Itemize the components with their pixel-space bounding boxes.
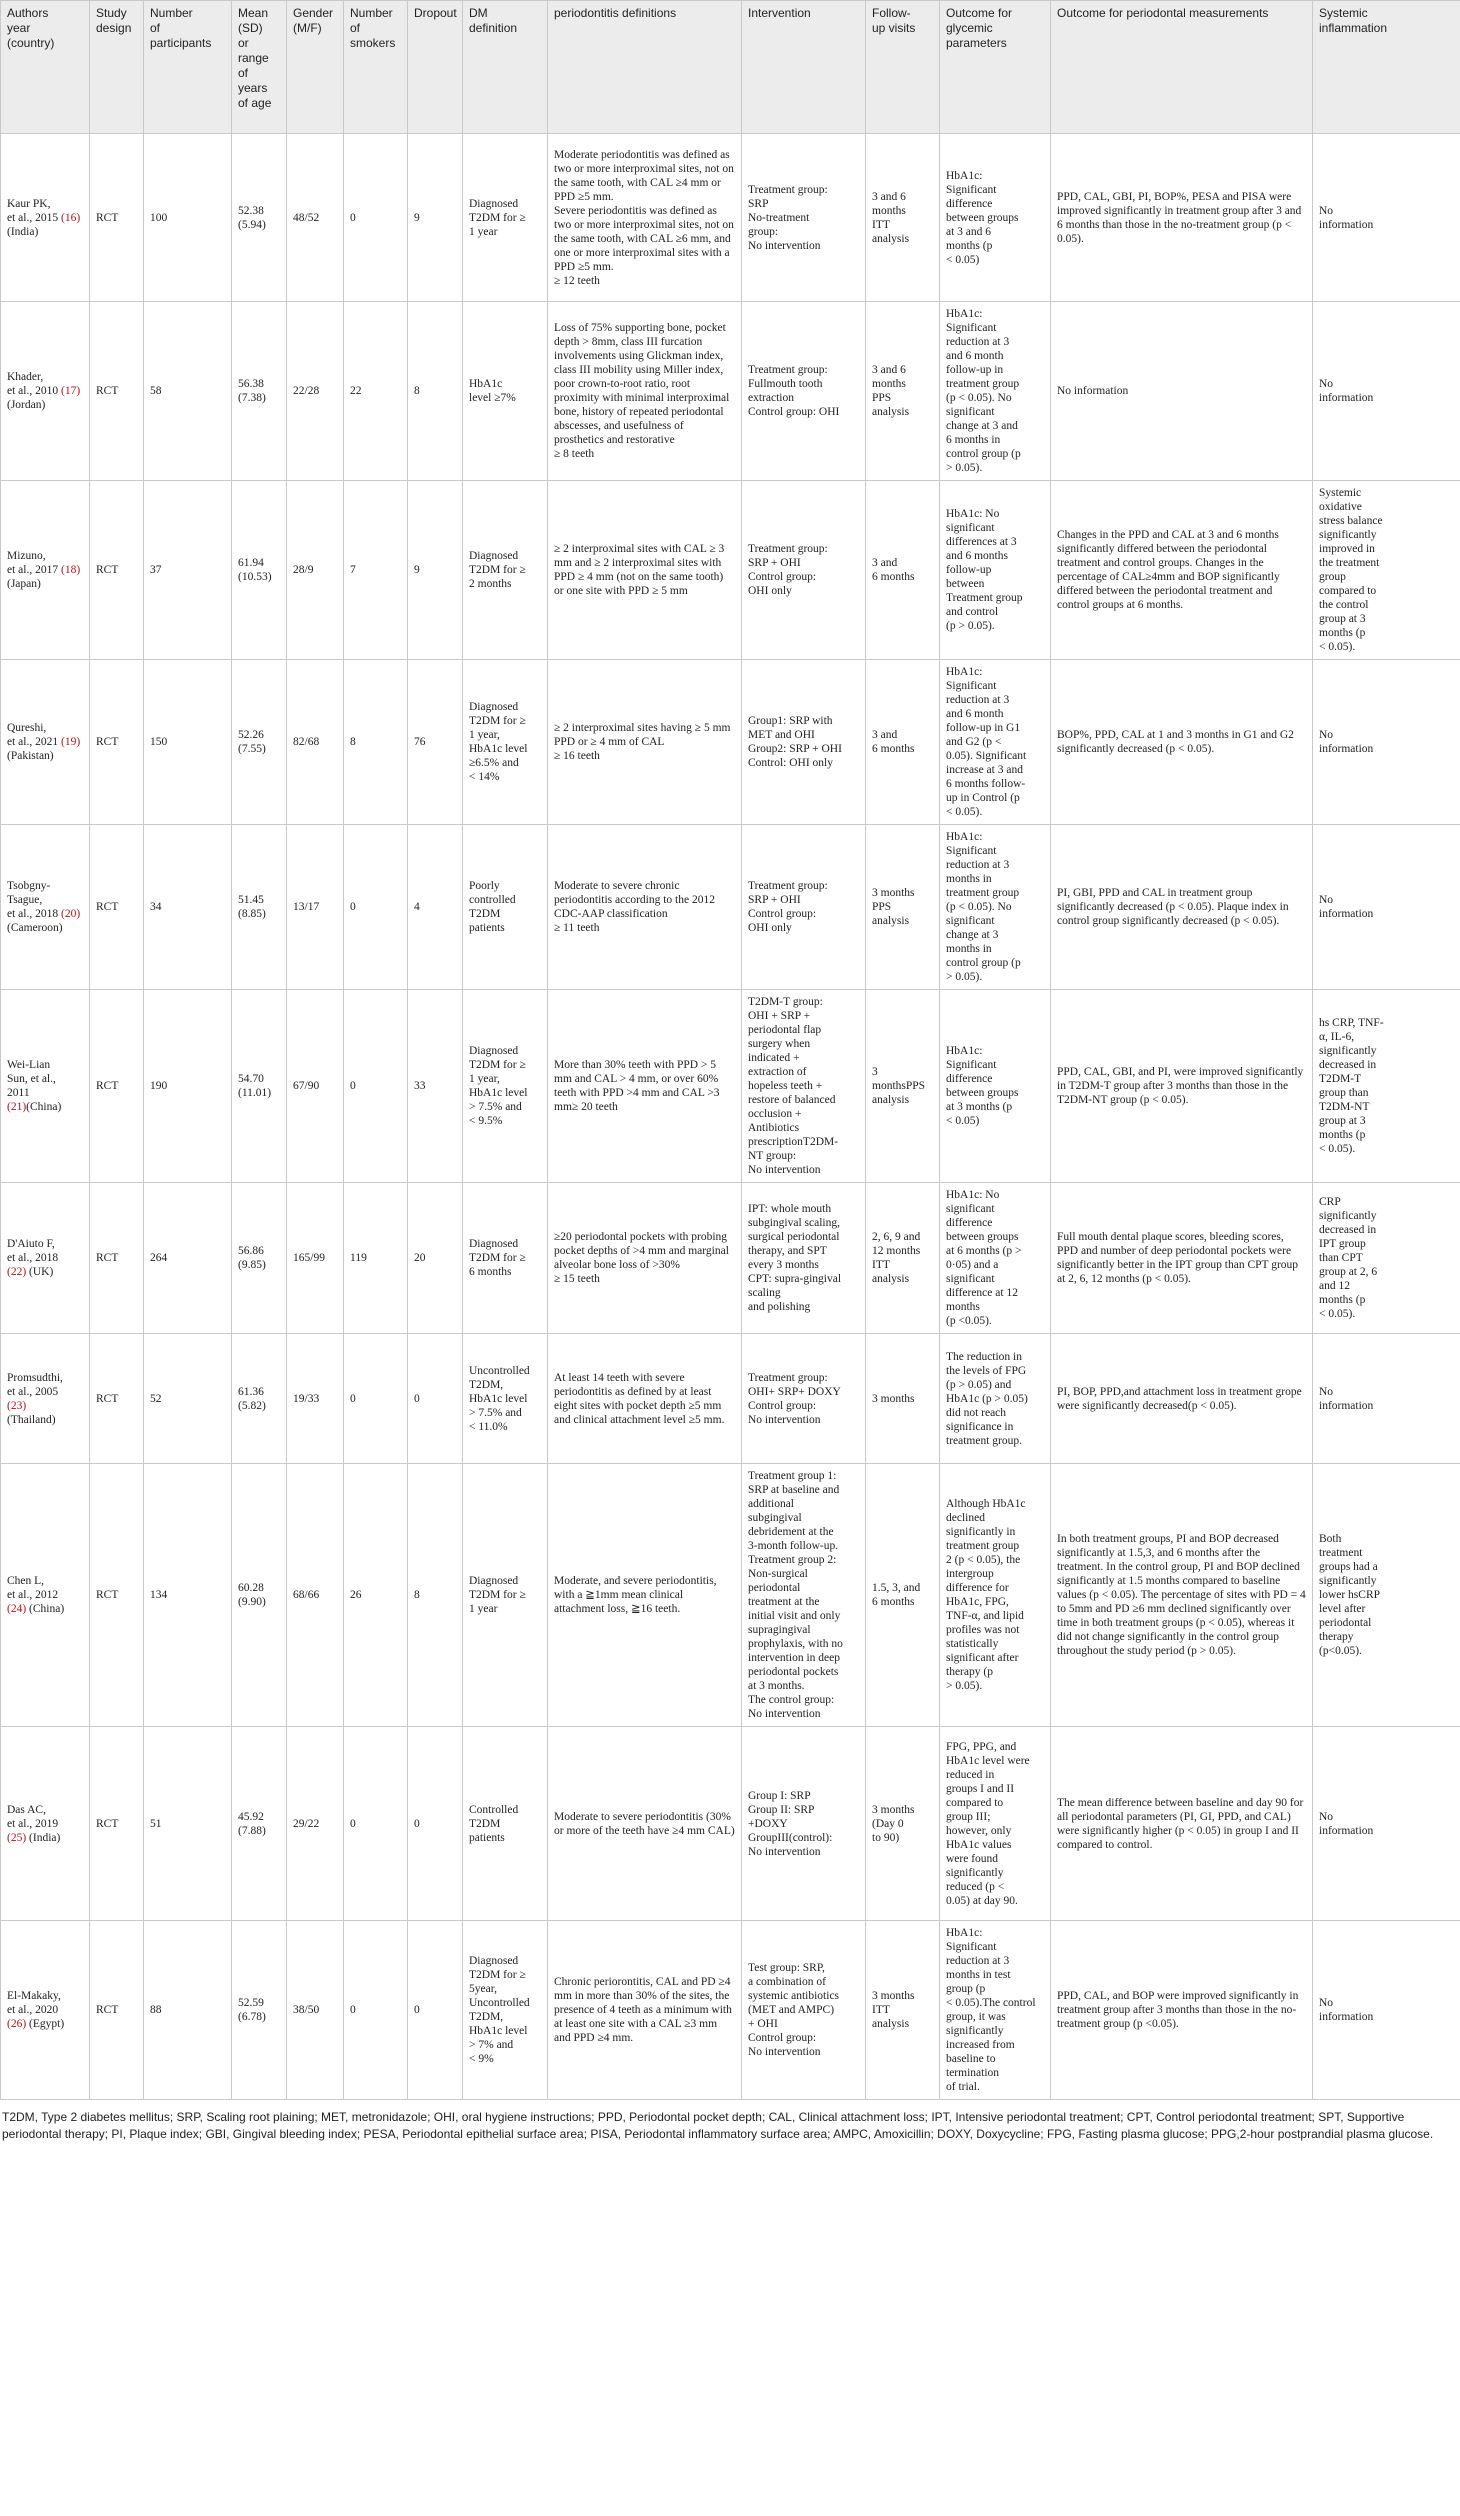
cell-study-design: RCT bbox=[90, 1921, 144, 2100]
cell-periodontal-outcome: PI, BOP, PPD,and attachment loss in treatment grope were significantly decreased(p < 0.05). bbox=[1051, 1334, 1313, 1464]
cell-dropout: 9 bbox=[408, 134, 463, 302]
cell-smokers: 0 bbox=[344, 1921, 408, 2100]
cell-dropout: 9 bbox=[408, 481, 463, 660]
cell-glycemic-outcome: HbA1c: Significant difference between groups at 3 months (p < 0.05) bbox=[940, 990, 1051, 1183]
table-row bbox=[1, 825, 1460, 990]
cell-age: 60.28 (9.90) bbox=[232, 1464, 287, 1727]
cell-dropout: 33 bbox=[408, 990, 463, 1183]
cell-dropout: 0 bbox=[408, 1921, 463, 2100]
cell-smokers: 0 bbox=[344, 134, 408, 302]
header-dropout: Dropout bbox=[408, 1, 463, 134]
cell-intervention: Treatment group: SRP + OHI Control group: OHI only bbox=[742, 825, 866, 990]
author-name: Qureshi, et al., 2021 bbox=[7, 722, 59, 748]
cell-systemic-inflammation: Systemic oxidative stress balance significantly improved in the treatment group compared to the control group at 3 months (p < 0.05). bbox=[1313, 481, 1460, 660]
cell-dm-definition: Diagnosed T2DM for ≥ 2 months bbox=[463, 481, 548, 660]
cell-smokers: 0 bbox=[344, 825, 408, 990]
cell-systemic-inflammation: No information bbox=[1313, 825, 1460, 990]
cell-follow-up: 3 and 6 months ITT analysis bbox=[866, 134, 940, 302]
cell-dm-definition: HbA1c level ≥7% bbox=[463, 302, 548, 481]
reference-link[interactable]: (22) bbox=[7, 1266, 27, 1278]
author-name: Chen L, et al., 2012 bbox=[7, 1575, 59, 1601]
cell-author bbox=[1, 302, 90, 481]
cell-follow-up: 3 months PPS analysis bbox=[866, 825, 940, 990]
header-systemic-inflammation: Systemic inflammation bbox=[1313, 1, 1460, 134]
cell-dm-definition: Diagnosed T2DM for ≥ 1 year bbox=[463, 1464, 548, 1727]
cell-age: 56.86 (9.85) bbox=[232, 1183, 287, 1334]
reference-link[interactable]: (21) bbox=[7, 1101, 27, 1113]
author-name: Mizuno, et al., 2017 bbox=[7, 550, 59, 576]
cell-systemic-inflammation: No information bbox=[1313, 660, 1460, 825]
header-intervention: Intervention bbox=[742, 1, 866, 134]
table-row bbox=[1, 1464, 1460, 1727]
cell-systemic-inflammation: Both treatment groups had a significantly lower hsCRP level after periodontal therapy (p<0.05). bbox=[1313, 1464, 1460, 1727]
cell-follow-up: 3 months (Day 0 to 90) bbox=[866, 1727, 940, 1921]
header-gender: Gender (M/F) bbox=[287, 1, 344, 134]
reference-link[interactable]: (20) bbox=[60, 908, 81, 920]
cell-age: 45.92 (7.88) bbox=[232, 1727, 287, 1921]
cell-follow-up: 3 and 6 months bbox=[866, 481, 940, 660]
header-authors: Authors year (country) bbox=[1, 1, 90, 134]
cell-periodontal-outcome: The mean difference between baseline and day 90 for all periodontal parameters (PI, GI, PPD, and CAL) were significantly higher (p < 0.05) in group I and II compared to control. bbox=[1051, 1727, 1313, 1921]
cell-participants: 88 bbox=[144, 1921, 232, 2100]
author-name: Tsobgny- Tsague, et al., 2018 bbox=[7, 880, 59, 920]
cell-smokers: 22 bbox=[344, 302, 408, 481]
cell-intervention: Treatment group: SRP No-treatment group: No intervention bbox=[742, 134, 866, 302]
header-periodontal-outcome: Outcome for periodontal measurements bbox=[1051, 1, 1313, 134]
country: (Japan) bbox=[7, 578, 41, 590]
author-name: Promsudthi, et al., 2005 bbox=[7, 1371, 63, 1398]
cell-periodontal-outcome: Changes in the PPD and CAL at 3 and 6 months significantly differed between the periodontal treatment and control groups. Changes in the percentage of CAL≥4mm and BOP significantly differed between the periodontal treatment and control groups at 6 months. bbox=[1051, 481, 1313, 660]
country: (India) bbox=[7, 225, 39, 238]
cell-systemic-inflammation: No information bbox=[1313, 1727, 1460, 1921]
cell-dm-definition: Poorly controlled T2DM patients bbox=[463, 825, 548, 990]
cell-gender: 165/99 bbox=[287, 1183, 344, 1334]
cell-glycemic-outcome: FPG, PPG, and HbA1c level were reduced in groups I and II compared to group III; however, only HbA1c values were found significantly reduced (p < 0.05) at day 90. bbox=[940, 1727, 1051, 1921]
table-row bbox=[1, 481, 1460, 660]
cell-age: 52.38 (5.94) bbox=[232, 134, 287, 302]
author-name: Das AC, et al., 2019 bbox=[7, 1803, 59, 1830]
cell-gender: 29/22 bbox=[287, 1727, 344, 1921]
header-periodontitis-definitions: periodontitis definitions bbox=[548, 1, 742, 134]
table-row bbox=[1, 302, 1460, 481]
cell-participants: 51 bbox=[144, 1727, 232, 1921]
cell-periodontitis-definition: Moderate periodontitis was defined as two or more interproximal sites, not on the same tooth, with CAL ≥4 mm or PPD ≥5 mm. Severe periodontitis was defined as two or more interproximal sites, not on the same tooth, with CAL ≥6 mm, and one or more interproximal sites with a PPD ≥5 mm. ≥ 12 teeth bbox=[548, 134, 742, 302]
table-row bbox=[1, 660, 1460, 825]
reference-link[interactable]: (17) bbox=[60, 385, 81, 397]
cell-periodontitis-definition: Chronic periorontitis, CAL and PD ≥4 mm in more than 30% of the sites, the presence of 4 teeth as a minimum with at least one site with a CAL ≥3 mm and PPD ≥4 mm. bbox=[548, 1921, 742, 2100]
cell-intervention: Group I: SRP Group II: SRP +DOXY GroupIII(control): No intervention bbox=[742, 1727, 866, 1921]
cell-study-design: RCT bbox=[90, 1334, 144, 1464]
cell-participants: 58 bbox=[144, 302, 232, 481]
table-row bbox=[1, 1183, 1460, 1334]
cell-periodontal-outcome: Full mouth dental plaque scores, bleeding scores, PPD and number of deep periodontal pockets were significantly better in the IPT group than CPT group at 2, 6, 12 months (p < 0.05). bbox=[1051, 1183, 1313, 1334]
cell-dm-definition: Diagnosed T2DM for ≥ 5year, Uncontrolled T2DM, HbA1c level > 7% and < 9% bbox=[463, 1921, 548, 2100]
cell-follow-up: 1.5, 3, and 6 months bbox=[866, 1464, 940, 1727]
cell-follow-up: 3 and 6 months PPS analysis bbox=[866, 302, 940, 481]
cell-intervention: Treatment group: OHI+ SRP+ DOXY Control group: No intervention bbox=[742, 1334, 866, 1464]
cell-dm-definition: Uncontrolled T2DM, HbA1c level > 7.5% and < 11.0% bbox=[463, 1334, 548, 1464]
cell-age: 56.38 (7.38) bbox=[232, 302, 287, 481]
cell-dropout: 0 bbox=[408, 1727, 463, 1921]
cell-periodontitis-definition: Loss of 75% supporting bone, pocket depth > 8mm, class III furcation involvements using Glickman index, class III mobility using Miller index, poor crown-to-root ratio, root proximity with minimal interproximal bone, history of repeated periodontal abscesses, and usefulness of prosthetics and restorative ≥ 8 teeth bbox=[548, 302, 742, 481]
cell-dm-definition: Diagnosed T2DM for ≥ 6 months bbox=[463, 1183, 548, 1334]
cell-author bbox=[1, 1183, 90, 1334]
table-row bbox=[1, 1921, 1460, 2100]
cell-periodontitis-definition: More than 30% teeth with PPD > 5 mm and CAL > 4 mm, or over 60% teeth with PPD >4 mm and CAL >3 mm≥ 20 teeth bbox=[548, 990, 742, 1183]
reference-link[interactable]: (19) bbox=[60, 736, 81, 748]
header-age: Mean (SD) or range of years of age bbox=[232, 1, 287, 134]
header-dm-definition: DM definition bbox=[463, 1, 548, 134]
table-row bbox=[1, 990, 1460, 1183]
cell-intervention: Treatment group: Fullmouth tooth extraction Control group: OHI bbox=[742, 302, 866, 481]
cell-dm-definition: Diagnosed T2DM for ≥ 1 year, HbA1c level ≥6.5% and < 14% bbox=[463, 660, 548, 825]
cell-study-design: RCT bbox=[90, 1727, 144, 1921]
country: (Pakistan) bbox=[7, 750, 54, 762]
cell-dropout: 8 bbox=[408, 302, 463, 481]
cell-dropout: 0 bbox=[408, 1334, 463, 1464]
cell-smokers: 0 bbox=[344, 1334, 408, 1464]
cell-dropout: 8 bbox=[408, 1464, 463, 1727]
cell-participants: 264 bbox=[144, 1183, 232, 1334]
cell-follow-up: 3 and 6 months bbox=[866, 660, 940, 825]
country: (Egypt) bbox=[26, 2018, 65, 2030]
table-row bbox=[1, 1727, 1460, 1921]
cell-participants: 190 bbox=[144, 990, 232, 1183]
cell-intervention: Group1: SRP with MET and OHI Group2: SRP + OHI Control: OHI only bbox=[742, 660, 866, 825]
cell-systemic-inflammation: CRP significantly decreased in IPT group than CPT group at 2, 6 and 12 months (p < 0.05). bbox=[1313, 1183, 1460, 1334]
cell-author bbox=[1, 1464, 90, 1727]
cell-dm-definition: Diagnosed T2DM for ≥ 1 year bbox=[463, 134, 548, 302]
author-name: Khader, et al., 2010 bbox=[7, 371, 59, 397]
cell-glycemic-outcome: The reduction in the levels of FPG (p > 0.05) and HbA1c (p > 0.05) did not reach significance in treatment group. bbox=[940, 1334, 1051, 1464]
cell-intervention: IPT: whole mouth subgingival scaling, surgical periodontal therapy, and SPT every 3 months CPT: supra-gingival scaling and polishing bbox=[742, 1183, 866, 1334]
cell-periodontal-outcome: BOP%, PPD, CAL at 1 and 3 months in G1 and G2 significantly decreased (p < 0.05). bbox=[1051, 660, 1313, 825]
cell-study-design: RCT bbox=[90, 990, 144, 1183]
cell-systemic-inflammation: No information bbox=[1313, 134, 1460, 302]
header-smokers: Number of smokers bbox=[344, 1, 408, 134]
cell-dropout: 4 bbox=[408, 825, 463, 990]
country: (Jordan) bbox=[7, 399, 46, 411]
cell-gender: 13/17 bbox=[287, 825, 344, 990]
table-row bbox=[1, 134, 1460, 302]
cell-periodontitis-definition: Moderate, and severe periodontitis, with a ≧1mm mean clinical attachment loss, ≧16 teeth. bbox=[548, 1464, 742, 1727]
cell-participants: 150 bbox=[144, 660, 232, 825]
cell-systemic-inflammation: hs CRP, TNF- α, IL-6, significantly decreased in T2DM-T group than T2DM-NT group at 3 months (p < 0.05). bbox=[1313, 990, 1460, 1183]
reference-link[interactable]: (24) bbox=[7, 1603, 27, 1615]
cell-dropout: 76 bbox=[408, 660, 463, 825]
author-name: D'Aiuto F, et al., 2018 bbox=[7, 1238, 59, 1264]
cell-author bbox=[1, 660, 90, 825]
country: (Cameroon) bbox=[7, 922, 63, 934]
author-name: Kaur PK, et al., 2015 bbox=[7, 197, 59, 224]
cell-author bbox=[1, 134, 90, 302]
cell-author bbox=[1, 1921, 90, 2100]
cell-periodontal-outcome: PPD, CAL, GBI, PI, BOP%, PESA and PISA were improved significantly in treatment group after 3 and 6 months than those in the no-treatment group (p < 0.05). bbox=[1051, 134, 1313, 302]
cell-systemic-inflammation: No information bbox=[1313, 1334, 1460, 1464]
header-study-design: Study design bbox=[90, 1, 144, 134]
cell-study-design: RCT bbox=[90, 302, 144, 481]
cell-study-design: RCT bbox=[90, 1183, 144, 1334]
cell-participants: 52 bbox=[144, 1334, 232, 1464]
country: (China) bbox=[26, 1603, 65, 1615]
cell-systemic-inflammation: No information bbox=[1313, 302, 1460, 481]
cell-dm-definition: Diagnosed T2DM for ≥ 1 year, HbA1c level > 7.5% and < 9.5% bbox=[463, 990, 548, 1183]
cell-glycemic-outcome: Although HbA1c declined significantly in treatment group 2 (p < 0.05), the intergroup difference for HbA1c, FPG, TNF-α, and lipid profiles was not statistically significant after therapy (p > 0.05). bbox=[940, 1464, 1051, 1727]
cell-intervention: Test group: SRP, a combination of systemic antibiotics (MET and AMPC) + OHI Control group: No intervention bbox=[742, 1921, 866, 2100]
cell-smokers: 26 bbox=[344, 1464, 408, 1727]
reference-link[interactable]: (25) bbox=[7, 1831, 27, 1844]
cell-smokers: 0 bbox=[344, 1727, 408, 1921]
header-follow-up: Follow- up visits bbox=[866, 1, 940, 134]
cell-age: 61.36 (5.82) bbox=[232, 1334, 287, 1464]
country: (Thailand) bbox=[7, 1413, 56, 1426]
cell-follow-up: 3 months ITT analysis bbox=[866, 1921, 940, 2100]
header-glycemic-outcome: Outcome for glycemic parameters bbox=[940, 1, 1051, 134]
cell-gender: 19/33 bbox=[287, 1334, 344, 1464]
cell-smokers: 119 bbox=[344, 1183, 408, 1334]
cell-periodontal-outcome: PI, GBI, PPD and CAL in treatment group significantly decreased (p < 0.05). Plaque index in control group significantly decreased (p < 0.05). bbox=[1051, 825, 1313, 990]
cell-periodontal-outcome: PPD, CAL, and BOP were improved significantly in treatment group after 3 months than those in the no-treatment group (p <0.05). bbox=[1051, 1921, 1313, 2100]
cell-study-design: RCT bbox=[90, 134, 144, 302]
cell-systemic-inflammation: No information bbox=[1313, 1921, 1460, 2100]
cell-gender: 67/90 bbox=[287, 990, 344, 1183]
cell-periodontal-outcome: No information bbox=[1051, 302, 1313, 481]
cell-gender: 22/28 bbox=[287, 302, 344, 481]
cell-periodontitis-definition: Moderate to severe periodontitis (30% or more of the teeth have ≥4 mm CAL) bbox=[548, 1727, 742, 1921]
header-participants: Number of participants bbox=[144, 1, 232, 134]
cell-glycemic-outcome: HbA1c: Significant reduction at 3 months in treatment group (p < 0.05). No significant change at 3 months in control group (p > 0.05). bbox=[940, 825, 1051, 990]
cell-study-design: RCT bbox=[90, 660, 144, 825]
table-row bbox=[1, 1334, 1460, 1464]
country: (UK) bbox=[26, 1266, 54, 1278]
header-row bbox=[1, 1, 1460, 134]
cell-glycemic-outcome: HbA1c: No significant difference between groups at 6 months (p > 0·05) and a significant difference at 12 months (p <0.05). bbox=[940, 1183, 1051, 1334]
cell-glycemic-outcome: HbA1c: Significant difference between groups at 3 and 6 months (p < 0.05) bbox=[940, 134, 1051, 302]
cell-intervention: Treatment group: SRP + OHI Control group: OHI only bbox=[742, 481, 866, 660]
table-footnote: T2DM, Type 2 diabetes mellitus; SRP, Scaling root plaining; MET, metronidazole; OHI, oral hygiene instructions; PPD, Periodontal pocket depth; CAL, Clinical attachment loss; IPT, Intensive periodontal treatment; CPT, Control periodontal treatment; SPT, Supportive periodontal therapy; PI, Plaque index; GBI, Gingival bleeding index; PESA, Periodontal epithelial surface area; PISA, Periodontal inflammatory surface area; AMPC, Amoxicillin; DOXY, Doxycycline; FPG, Fasting plasma glucose; PPG,2-hour postprandial plasma glucose. bbox=[2, 2110, 1434, 2141]
cell-gender: 38/50 bbox=[287, 1921, 344, 2100]
cell-smokers: 8 bbox=[344, 660, 408, 825]
cell-gender: 48/52 bbox=[287, 134, 344, 302]
cell-gender: 68/66 bbox=[287, 1464, 344, 1727]
country: (India) bbox=[26, 1831, 61, 1844]
cell-author bbox=[1, 481, 90, 660]
cell-periodontal-outcome: In both treatment groups, PI and BOP decreased significantly at 1.5,3, and 6 months after the treatment. In the control group, PI and BOP declined significantly at 1.5 months compared to baseline values (p < 0.05). The percentage of sites with PD = 4 to 5mm and PD ≥6 mm declined significantly over time in both treatment groups (p < 0.05), whereas it did not change significantly in the control group throughout the study period (p > 0.05). bbox=[1051, 1464, 1313, 1727]
cell-dm-definition: Controlled T2DM patients bbox=[463, 1727, 548, 1921]
cell-study-design: RCT bbox=[90, 1464, 144, 1727]
author-name: Wei-Lian Sun, et al., 2011 bbox=[7, 1059, 56, 1099]
cell-participants: 37 bbox=[144, 481, 232, 660]
author-name: El-Makaky, et al., 2020 bbox=[7, 1990, 61, 2016]
cell-follow-up: 2, 6, 9 and 12 months ITT analysis bbox=[866, 1183, 940, 1334]
country: (China) bbox=[26, 1101, 62, 1113]
cell-glycemic-outcome: HbA1c: Significant reduction at 3 and 6 month follow-up in treatment group (p < 0.05). No significant change at 3 and 6 months in control group (p > 0.05). bbox=[940, 302, 1051, 481]
cell-author bbox=[1, 825, 90, 990]
cell-periodontitis-definition: ≥ 2 interproximal sites having ≥ 5 mm PPD or ≥ 4 mm of CAL ≥ 16 teeth bbox=[548, 660, 742, 825]
cell-glycemic-outcome: HbA1c: Significant reduction at 3 months in test group (p < 0.05).The control group, it was significantly increased from baseline to termination of trial. bbox=[940, 1921, 1051, 2100]
cell-smokers: 0 bbox=[344, 990, 408, 1183]
cell-periodontitis-definition: ≥20 periodontal pockets with probing pocket depths of >4 mm and marginal alveolar bone loss of >30% ≥ 15 teeth bbox=[548, 1183, 742, 1334]
cell-author bbox=[1, 990, 90, 1183]
reference-link[interactable]: (23) bbox=[7, 1399, 27, 1412]
cell-age: 51.45 (8.85) bbox=[232, 825, 287, 990]
cell-periodontitis-definition: ≥ 2 interproximal sites with CAL ≥ 3 mm and ≥ 2 interproximal sites with PPD ≥ 4 mm (not on the same tooth) or one site with PPD ≥ 5 mm bbox=[548, 481, 742, 660]
cell-glycemic-outcome: HbA1c: Significant reduction at 3 and 6 month follow-up in G1 and G2 (p < 0.05). Significant increase at 3 and 6 months follow- up in Control (p < 0.05). bbox=[940, 660, 1051, 825]
cell-author bbox=[1, 1727, 90, 1921]
cell-author bbox=[1, 1334, 90, 1464]
cell-follow-up: 3 monthsPPS analysis bbox=[866, 990, 940, 1183]
cell-smokers: 7 bbox=[344, 481, 408, 660]
cell-periodontitis-definition: Moderate to severe chronic periodontitis according to the 2012 CDC-AAP classification ≥ 11 teeth bbox=[548, 825, 742, 990]
reference-link[interactable]: (16) bbox=[60, 211, 81, 224]
reference-link[interactable]: (18) bbox=[60, 564, 81, 576]
cell-gender: 28/9 bbox=[287, 481, 344, 660]
cell-intervention: T2DM-T group: OHI + SRP + periodontal flap surgery when indicated + extraction of hopeless teeth + restore of balanced occlusion + Antibiotics prescriptionT2DM- NT group: No intervention bbox=[742, 990, 866, 1183]
table-body bbox=[1, 134, 1460, 2100]
cell-participants: 34 bbox=[144, 825, 232, 990]
cell-dropout: 20 bbox=[408, 1183, 463, 1334]
cell-age: 54.70 (11.01) bbox=[232, 990, 287, 1183]
cell-participants: 100 bbox=[144, 134, 232, 302]
cell-periodontal-outcome: PPD, CAL, GBI, and PI, were improved significantly in T2DM-T group after 3 months than those in the T2DM-NT group (p < 0.05). bbox=[1051, 990, 1313, 1183]
cell-glycemic-outcome: HbA1c: No significant differences at 3 and 6 months follow-up between Treatment group and control (p > 0.05). bbox=[940, 481, 1051, 660]
cell-study-design: RCT bbox=[90, 481, 144, 660]
cell-study-design: RCT bbox=[90, 825, 144, 990]
cell-periodontitis-definition: At least 14 teeth with severe periodontitis as defined by at least eight sites with pocket depth ≥5 mm and clinical attachment level ≥5 mm. bbox=[548, 1334, 742, 1464]
cell-age: 52.26 (7.55) bbox=[232, 660, 287, 825]
cell-gender: 82/68 bbox=[287, 660, 344, 825]
reference-link[interactable]: (26) bbox=[7, 2018, 27, 2030]
cell-age: 52.59 (6.78) bbox=[232, 1921, 287, 2100]
cell-participants: 134 bbox=[144, 1464, 232, 1727]
cell-age: 61.94 (10.53) bbox=[232, 481, 287, 660]
cell-intervention: Treatment group 1: SRP at baseline and additional subgingival debridement at the 3-month follow-up. Treatment group 2: Non-surgical periodontal treatment at the initial visit and only supragingival prophylaxis, with no intervention in deep periodontal pockets at 3 months. The control group: No intervention bbox=[742, 1464, 866, 1727]
cell-follow-up: 3 months bbox=[866, 1334, 940, 1464]
